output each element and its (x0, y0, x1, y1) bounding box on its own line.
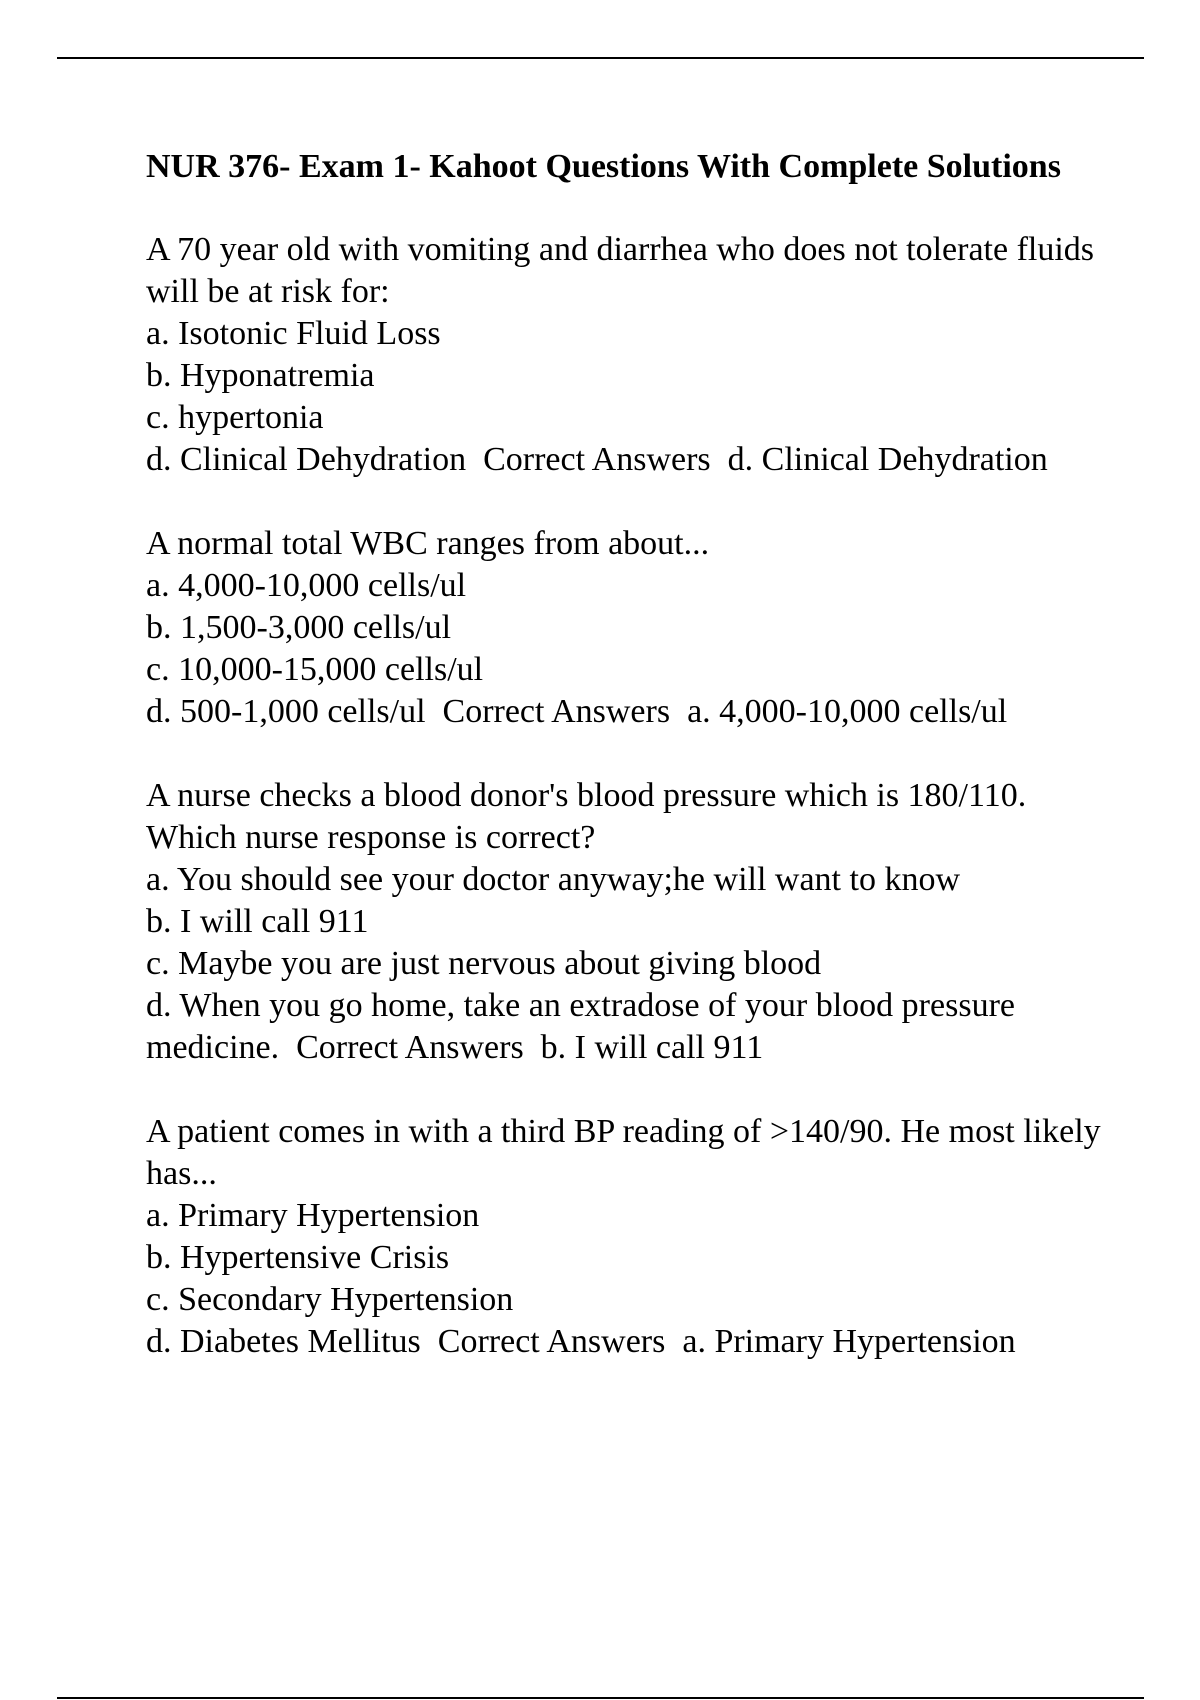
question-4-option-c: c. Secondary Hypertension (146, 1281, 514, 1318)
question-4-option-b: b. Hypertensive Crisis (146, 1239, 450, 1276)
question-2-option-c: c. 10,000-15,000 cells/ul (146, 651, 484, 688)
question-1-option-b: b. Hyponatremia (146, 357, 375, 394)
bottom-rule (57, 1697, 1144, 1699)
question-4-option-a: a. Primary Hypertension (146, 1197, 480, 1234)
question-2-text: A normal total WBC ranges from about... (146, 525, 710, 562)
question-1 (146, 229, 1106, 481)
question-4-option-d-answer: d. Diabetes Mellitus Correct Answers a. Primary Hypertension (146, 1323, 1016, 1360)
document-title: NUR 376- Exam 1- Kahoot Questions With Complete Solutions (146, 148, 1061, 185)
question-4-text: A patient comes in with a third BP reading of >140/90. He most likely has... (146, 1113, 1110, 1192)
question-2-option-a: a. 4,000-10,000 cells/ul (146, 567, 467, 604)
question-2-option-b: b. 1,500-3,000 cells/ul (146, 609, 452, 646)
question-1-option-a: a. Isotonic Fluid Loss (146, 315, 441, 352)
question-3 (146, 775, 1106, 1069)
question-3-option-a: a. You should see your doctor anyway;he will want to know (146, 861, 961, 898)
document-body (146, 146, 1110, 1405)
question-1-text: A 70 year old with vomiting and diarrhea who does not tolerate fluids will be at risk for: (146, 231, 1103, 310)
question-2 (146, 523, 1106, 733)
question-3-text: A nurse checks a blood donor's blood pressure which is 180/110. Which nurse response is correct? (146, 777, 1035, 856)
question-3-option-d-answer: d. When you go home, take an extradose of your blood pressure medicine. Correct Answers b. I will call 911 (146, 987, 1024, 1066)
question-3-option-b: b. I will call 911 (146, 903, 369, 940)
question-1-option-d-answer: d. Clinical Dehydration Correct Answers d. Clinical Dehydration (146, 441, 1048, 478)
question-1-option-c: c. hypertonia (146, 399, 324, 436)
question-3-option-c: c. Maybe you are just nervous about giving blood (146, 945, 822, 982)
top-rule (57, 57, 1144, 59)
question-4 (146, 1111, 1110, 1363)
question-2-option-d-answer: d. 500-1,000 cells/ul Correct Answers a. 4,000-10,000 cells/ul (146, 693, 1008, 730)
